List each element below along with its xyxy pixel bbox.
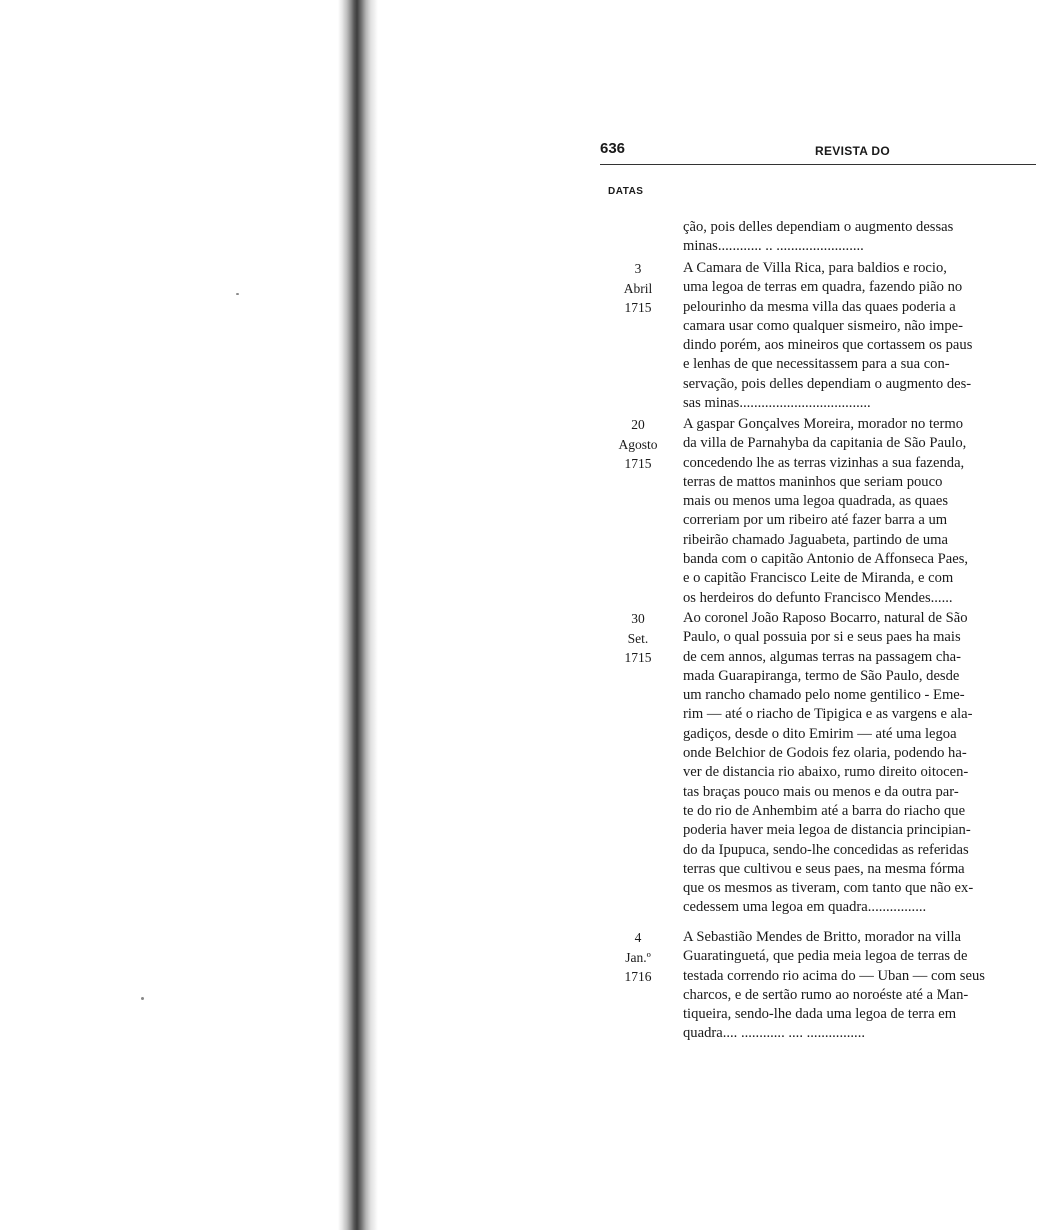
dates-column-label: DATAS [608,186,644,197]
entry-text [683,415,1034,608]
text-line: A Camara de Villa Rica, para baldios e rocio, [683,260,947,276]
text-line: minas............ .. ........................ [683,238,864,255]
text-line: do da Ipupuca, sendo-lhe concedidas as referidas [683,841,969,858]
text-line: quadra.... ............ .... ................ [683,1025,865,1042]
text-line: servação, pois delles dependiam o augmento des- [683,375,972,392]
entry-text [683,928,1034,1044]
text-line: uma legoa de terras em quadra, fazendo pião no [683,279,963,296]
text-line: Paulo, o qual possuia por si e seus paes ha mais [683,629,961,646]
text-line: mais ou menos uma legoa quadrada, as quaes [683,493,949,510]
text-line: A Sebastião Mendes de Britto, morador na villa [683,929,962,945]
date-day: 20 [631,417,645,432]
text-line: e o capitão Francisco Leite de Miranda, e com [683,570,954,587]
text-line: correriam por um ribeiro até fazer barra a um [683,512,948,529]
text-line: sas minas.................................... [683,395,871,412]
entry-date [600,259,676,318]
paper-speck [141,997,144,1000]
text-line: te do rio de Anhembim até a barra do riacho que [683,802,966,819]
text-line: dindo porém, aos mineiros que cortassem os paus [683,337,973,354]
text-line: charcos, e de sertão rumo ao noroéste até a Man- [683,986,969,1003]
text-line: cedessem uma legoa em quadra................ [683,899,927,916]
text-line: ção, pois delles dependiam o augmento dessas [683,219,954,235]
text-line: e lenhas de que necessitassem para a sua con- [683,356,950,373]
entry-text [683,259,1034,413]
text-line: terras de mattos maninhos que seriam pouco [683,473,943,490]
date-month: Jan.º [625,949,651,965]
date-month: Agosto [618,436,658,452]
text-line: concedendo lhe as terras vizinhas a sua fazenda, [683,454,965,471]
date-day: 4 [634,930,642,945]
entry-text [683,609,1034,918]
date-year: 1715 [624,300,652,315]
text-line: os herdeiros do defunto Francisco Mendes...... [683,589,953,606]
text-line: terras que cultivou e seus paes, na mesma fórma [683,860,965,877]
date-day: 30 [631,611,645,626]
header-rule [600,164,1036,165]
text-line: poderia haver meia legoa de distancia principian- [683,822,971,839]
text-line: camara usar como qualquer sismeiro, não impe- [683,317,964,334]
date-year: 1715 [624,456,652,471]
text-line: tiqueira, sendo-lhe dada uma legoa de terra em [683,1006,957,1023]
text-line: pelourinho da mesma villa das quaes poderia a [683,298,956,315]
date-year: 1715 [624,650,652,665]
page-number: 636 [600,140,626,157]
entry-date [600,609,676,668]
text-line: rim — até o riacho de Tipigica e as vargens e ala- [683,706,973,723]
text-line: Ao coronel João Raposo Bocarro, natural de São [683,610,968,626]
text-line: que os mesmos as tiveram, com tanto que não ex- [683,880,974,897]
text-line: tas braças pouco mais ou menos e da outra par- [683,783,959,800]
entry-date [600,928,676,987]
entry-text [683,218,1034,257]
journal-title: REVISTA DO [815,144,891,158]
text-line: A gaspar Gonçalves Moreira, morador no termo [683,416,964,432]
date-month: Set. [627,630,649,646]
text-line: testada correndo rio acima do — Uban — com seus [683,967,985,984]
text-line: de cem annos, algumas terras na passagem cha- [683,648,961,665]
date-month: Abril [623,280,653,296]
entry-date [600,415,676,474]
date-year: 1716 [624,969,652,984]
text-line: Guaratinguetá, que pedia meia legoa de terras de [683,948,968,965]
text-line: da villa de Parnahyba da capitania de São Paulo, [683,435,967,452]
book-spine-shadow [338,0,378,1230]
paper-speck [236,293,239,295]
text-line: mada Guarapiranga, termo de São Paulo, desde [683,667,960,684]
text-line: ribeirão chamado Jaguabeta, partindo de uma [683,531,949,548]
text-line: banda com o capitão Antonio de Affonseca Paes, [683,551,969,568]
text-line: onde Belchior de Godois fez olaria, podendo ha- [683,745,967,762]
running-head [600,140,1036,162]
date-day: 3 [634,261,642,276]
text-line: um rancho chamado pelo nome gentilico - Eme- [683,687,965,704]
text-line: ver de distancia rio abaixo, rumo direito oitocen- [683,764,969,781]
text-line: gadiços, desde o dito Emirim — até uma legoa [683,725,957,742]
